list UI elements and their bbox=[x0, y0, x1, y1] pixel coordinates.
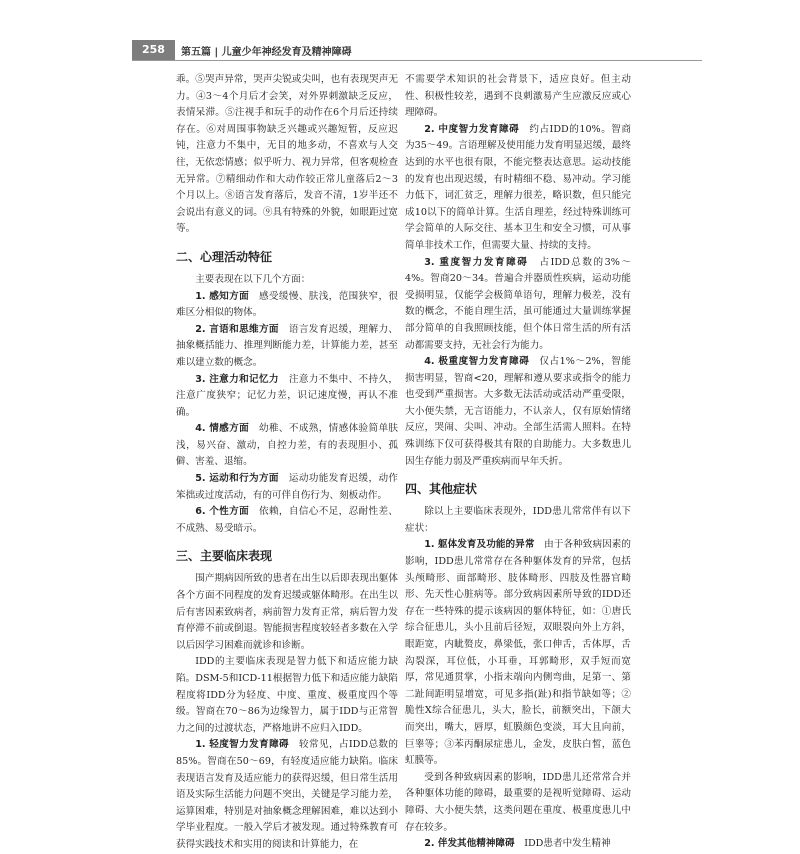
item-language-thinking bbox=[176, 322, 398, 372]
item-keyword: 1. 感知方面 bbox=[195, 290, 250, 302]
profound-keyword: 4. 极重度智力发育障碍 bbox=[424, 356, 530, 368]
item-text: 运动功能发育迟缓，动作笨拙或过度活动，有的可伴自伤行为、刻板动作。 bbox=[176, 473, 399, 501]
psych-keyword: 2. 伴发其他精神障碍 bbox=[424, 838, 515, 850]
paragraph-perinatal: 围产期病因所致的患者在出生以后即表现出躯体各个方面不同程度的发育迟缓或躯体畸形。在出生以后有害因素致病者，病前智力发育正常，病后智力发育停滞不前或倒退。智能损害程度较轻者多数在入学以后因学习困难而就诊和诊断。 bbox=[176, 573, 398, 651]
left-column bbox=[176, 72, 398, 854]
item-keyword: 4. 情感方面 bbox=[195, 423, 250, 435]
paragraph-psychiatric bbox=[405, 836, 631, 853]
paragraph-early-signs: 乖。⑤哭声异常，哭声尖锐或尖叫，也有表现哭声无力。④3～4个月后才会笑，对外界刺激缺乏反应，表情呆滞。⑤注视手和玩手的动作在6个月后还持续存在。⑥对周围事物缺乏兴趣或兴趣短暂，反应迟钝，注意力不集中，无目的地多动，不喜欢与人交往，无依恋情感；似乎听力、视力异常，但客观检查无异常。⑦精细动作和大动作较正常儿童落后2～3个月以上。⑧语言发育落后，发音不清，1岁半还不会说出有意义的词。⑨具有特殊的外貌，如眼距过宽等。 bbox=[176, 74, 398, 235]
page-number: 258 bbox=[132, 40, 175, 60]
paragraph-body-abnormal bbox=[405, 537, 631, 769]
item-keyword: 3. 注意力和记忆力 bbox=[195, 373, 279, 385]
item-attention-memory bbox=[176, 372, 398, 422]
right-column bbox=[405, 72, 631, 853]
item-motor-behavior bbox=[176, 471, 398, 504]
item-emotion bbox=[176, 421, 398, 471]
section-heading-psychological: 二、心理活动特征 bbox=[176, 249, 273, 264]
paragraph-continuation: 不需要学术知识的社会背景下，适应良好。但主动性、积极性较差，遇到不良刺激易产生应激反应或心理障碍。 bbox=[405, 74, 631, 119]
paragraph-moderate bbox=[405, 122, 631, 255]
mild-keyword: 1. 轻度智力发育障碍 bbox=[195, 739, 290, 751]
item-keyword: 2. 言语和思维方面 bbox=[195, 323, 279, 335]
paragraph-intro: 主要表现在以下几个方面： bbox=[195, 273, 311, 285]
item-keyword: 6. 个性方面 bbox=[195, 506, 250, 518]
mild-text: 较常见，占IDD总数的85%。智商在50～69，有轻度适应能力缺陷。临床表现语言发育及适应能力的获得迟缓，但日常生活用语及实际生活能力问题不突出，关键是学习能力差，运算困难，特别是对抽象概念理解困难，难以达到小学毕业程度。一般入学后才被发现。通过特殊教育可获得实践技术和实用的阅读和计算能力，在 bbox=[176, 739, 398, 850]
paragraph-idd-classification: IDD的主要临床表现是智力低下和适应能力缺陷。DSM-5和ICD-11根据智力低下和适应能力缺陷程度将IDD分为轻度、中度、重度、极重度四个等级。智商在70～86为边缘智力，属于IDD与正常智力之间的过渡状态，严格地讲不应归入IDD。 bbox=[176, 656, 398, 734]
running-header-title: 第五篇 | 儿童少年神经发育及精神障碍 bbox=[180, 46, 352, 58]
profound-text: 仅占1%～2%，智能损害明显，智商<20，理解和遵从要求或指令的能力也受到严重损害。大多数无法活动或活动严重受限，大小便失禁，无言语能力，不认亲人，仅有原始情绪反应，哭闹、尖叫、冲动。全部生活需人照料。在特殊训练下仅可获得极其有限的自助能力。大多数患儿因生存能力弱及严重疾病而早年夭折。 bbox=[405, 356, 631, 467]
psych-text: IDD患者中发生精神 bbox=[524, 838, 611, 850]
item-text: 语言发育迟缓，理解力、抽象概括能力、推理判断能力差，计算能力差，甚至难以建立数的概念。 bbox=[176, 323, 399, 368]
item-text: 注意力不集中、不持久，注意广度狭窄；记忆力差，识记速度慢，再认不准确。 bbox=[176, 373, 399, 418]
paragraph-mild bbox=[176, 737, 398, 853]
item-text: 感受缓慢、肤浅，范围狭窄，很难区分相似的物体。 bbox=[176, 290, 399, 319]
body-keyword: 1. 躯体发育及功能的异常 bbox=[424, 539, 535, 551]
paragraph-profound bbox=[405, 354, 631, 470]
section-heading-other-symptoms: 四、其他症状 bbox=[405, 482, 478, 497]
item-text: 依赖，自信心不足，忍耐性差、不成熟、易受暗示。 bbox=[176, 506, 399, 534]
severe-keyword: 3. 重度智力发育障碍 bbox=[424, 256, 529, 268]
section-heading-clinical: 三、主要临床表现 bbox=[176, 549, 273, 564]
moderate-text: 约占IDD的10%。智商为35～49。言语理解及使用能力发育明显迟缓，最终达到的水平也很有限，不能完整表达意思。运动技能的发育也出现迟缓，有时精细不稳、易冲动。学习能力低下，词汇贫乏，理解力很差，略识数，但只能完成10以下的简单计算。生活自理差，经过特殊训练可学会简单的人际交往、基本卫生和安全习惯，可从事简单非技术工作，但需要大量、持续的支持。 bbox=[405, 123, 631, 251]
paragraph-severe bbox=[405, 255, 631, 355]
severe-text: 占IDD总数的3%～4%。智商20～34。普遍合并器质性疾病，运动功能受损明显，仅能学会极简单语句，理解力极差，没有数的概念，不能自理生活，虽可能通过大量训练掌握部分简单的自我照顾技能，但个体日常生活的所有活动都需要支持，无社会行为能力。 bbox=[405, 256, 631, 351]
item-keyword: 5. 运动和行为方面 bbox=[195, 473, 279, 485]
header-rule bbox=[132, 60, 702, 61]
item-personality bbox=[176, 504, 398, 537]
running-header bbox=[132, 40, 702, 60]
item-text: 幼稚、不成熟，情感体验简单肤浅，易兴奋、激动，自控力差，有的表现胆小、孤僻、害羞、退缩。 bbox=[176, 423, 399, 468]
paragraph-other-intro: 除以上主要临床表现外，IDD患儿常常伴有以下症状： bbox=[405, 506, 631, 534]
item-perception bbox=[176, 289, 398, 322]
moderate-keyword: 2. 中度智力发育障碍 bbox=[424, 123, 520, 135]
paragraph-motor-disorders: 受到各种致病因素的影响，IDD患儿还常常合并各种躯体功能的障碍，最重要的是视听觉障碍、运动障碍、大小便失禁，这类问题在重度、极重度患儿中存在较多。 bbox=[405, 771, 631, 833]
body-text: 由于各种致病因素的影响，IDD患儿常常存在各种躯体发育的异常，包括头颅畸形、面部畸形、肢体畸形、四肢及性器官畸形、先天性心脏病等。部分致病因素所导致的IDD还存在一些特殊的提示该病因的躯体特征，如：①唐氏综合征患儿，头小且前后径短，双眼裂向外上方斜，眼距宽，内眦赘皮，鼻梁低，张口伸舌，舌体厚，舌沟裂深，耳位低，小耳垂，耳郭畸形，双手短而宽厚，常见通贯掌，小指末端向内侧弯曲，足第一、第二趾间距明显增宽，可见多指(趾)和指节缺如等；②脆性X综合征患儿，头大，脸长，前额突出，下颌大而突出，嘴大，唇厚，虹膜颜色变淡，耳大且向前，巨睾等；③苯丙酮尿症患儿，金发，皮肤白皙，蓝色虹膜等。 bbox=[405, 539, 632, 767]
